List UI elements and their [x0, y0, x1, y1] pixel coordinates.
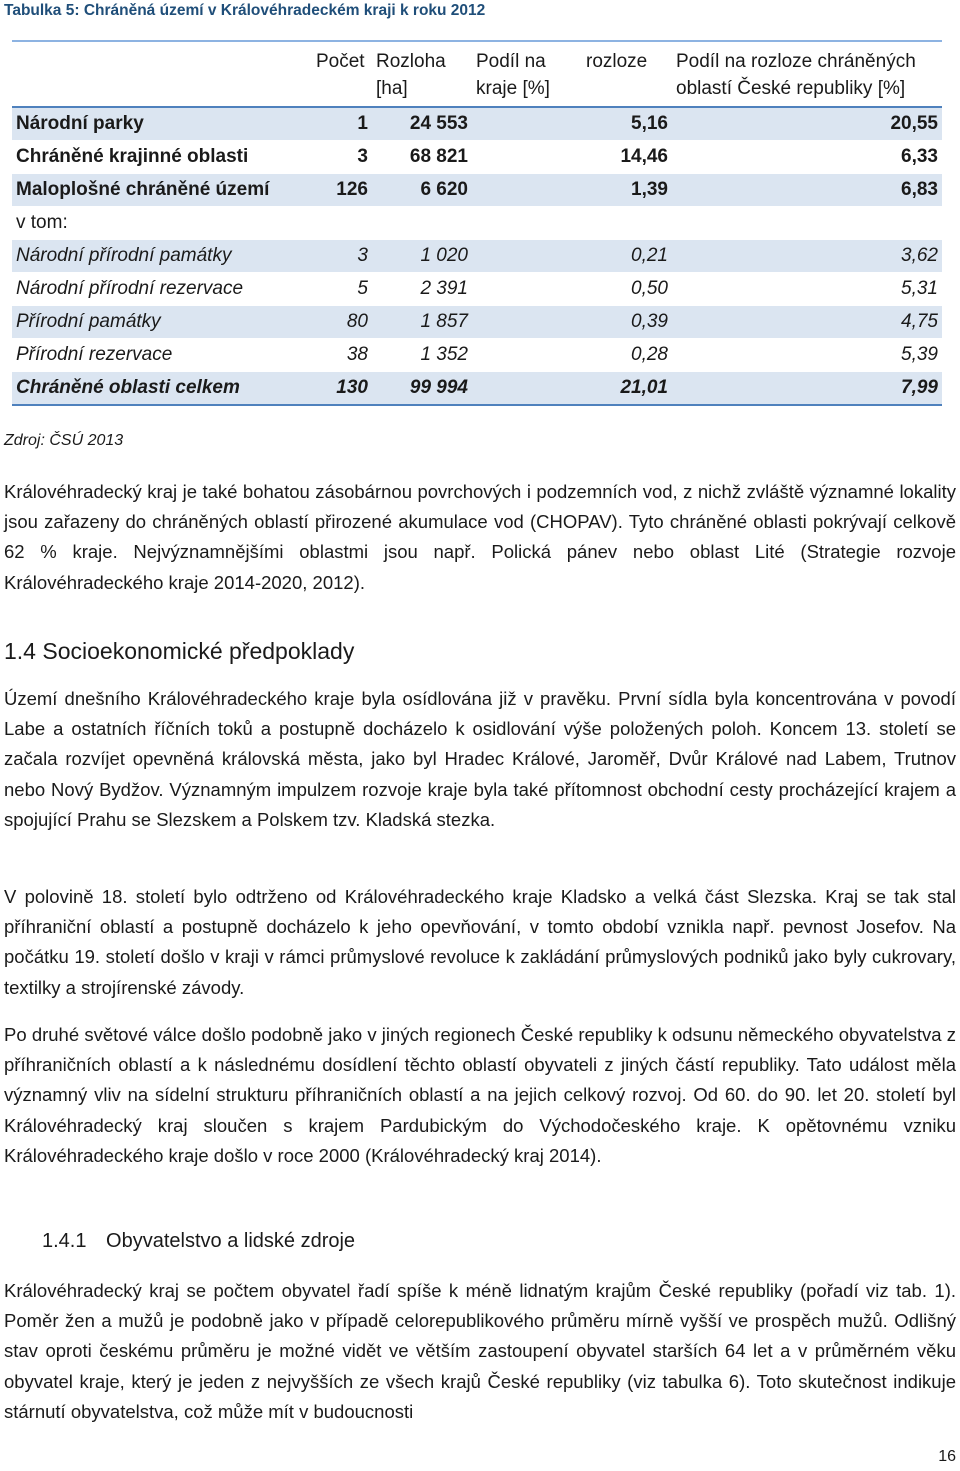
row-count: 80	[312, 306, 372, 339]
row-count: 1	[312, 107, 372, 141]
row-label: Maloplošné chráněné území	[12, 174, 312, 207]
row-share: 0,28	[472, 339, 672, 372]
header-share-rozloze: rozloze	[582, 41, 672, 107]
protected-areas-table	[12, 40, 942, 406]
row-share: 5,16	[472, 107, 672, 141]
row-share: 1,39	[472, 174, 672, 207]
row-label: Národní parky	[12, 107, 312, 141]
table-source: Zdroj: ČSÚ 2013	[4, 432, 124, 449]
subsection-heading	[42, 1230, 355, 1253]
row-label: Chráněné krajinné oblasti	[12, 141, 312, 174]
row-area: 99 994	[372, 372, 472, 406]
table-row	[12, 306, 942, 339]
row-share: 0,50	[472, 273, 672, 306]
row-area: 1 352	[372, 339, 472, 372]
row-count: 38	[312, 339, 372, 372]
row-count: 126	[312, 174, 372, 207]
row-label: Přírodní rezervace	[12, 339, 312, 372]
row-label: Národní přírodní památky	[12, 240, 312, 273]
subsection-title: Obyvatelstvo a lidské zdroje	[106, 1230, 356, 1252]
paragraph-18th-century: V polovině 18. století bylo odtrženo od Královéhradeckého kraje Kladsko a velká část Slezska. Kraj se tak stal příhraniční oblastí a postupně docházelo k jeho opevňování, v tomto období vznikla např. pevnost Josefov. Na počátku 19. století došlo v kraji v rámci průmyslové revoluce k zakládání průmyslových podniků jako byly cukrovary, textilky a strojírenské závody.	[4, 886, 956, 998]
subsection-number: 1.4.1	[42, 1230, 87, 1252]
row-area: 68 821	[372, 141, 472, 174]
table-row	[12, 107, 942, 141]
row-share	[472, 207, 672, 240]
row-area: 1 020	[372, 240, 472, 273]
row-area: 1 857	[372, 306, 472, 339]
table-caption: Tabulka 5: Chráněná území v Královéhradeckém kraji k roku 2012	[4, 2, 486, 19]
row-area: 6 620	[372, 174, 472, 207]
row-label: Přírodní památky	[12, 306, 312, 339]
paragraph-water-resources: Královéhradecký kraj je také bohatou zásobárnou povrchových i podzemních vod, z nichž zvláště významné lokality jsou zařazeny do chráněných oblastí přirozené akumulace vod (CHOPAV). Tyto chráněné oblasti pokrývají celkově 62 % kraje. Nejvýznamnějšími oblastmi jsou např. Polická pánev nebo oblast Lité (Strategie rozvoje Královéhradeckého kraje 2014-2020, 2012).	[4, 481, 956, 593]
table-row	[12, 174, 942, 207]
row-cz-share: 3,62	[672, 240, 942, 273]
paragraph-population: Královéhradecký kraj se počtem obyvatel řadí spíše k méně lidnatým krajům České republiky (pořadí viz tab. 1). Poměr žen a mužů je podobně jako v případě celorepublikového průměru mírně vyšší ve prospěch mužů. Odlišný stav oproti českému průměru je možné vidět ve větším zastoupení obyvatel starších 64 let a v průměrném věku obyvatel kraje, který je jeden z nejvyšších ze všech krajů České republiky (viz tabulka 6). Toto skutečnost indikuje stárnutí obyvatelstva, což může mít v budoucnosti	[4, 1280, 956, 1422]
row-cz-share: 7,99	[672, 372, 942, 406]
row-area	[372, 207, 472, 240]
row-cz-share: 4,75	[672, 306, 942, 339]
table-row	[12, 273, 942, 306]
row-share: 0,39	[472, 306, 672, 339]
row-cz-share: 5,39	[672, 339, 942, 372]
row-label: v tom:	[12, 207, 312, 240]
table-row	[12, 339, 942, 372]
table-row	[12, 240, 942, 273]
header-count: Počet	[312, 41, 372, 107]
row-count: 5	[312, 273, 372, 306]
row-cz-share: 6,33	[672, 141, 942, 174]
row-count: 3	[312, 141, 372, 174]
row-cz-share: 20,55	[672, 107, 942, 141]
page-number: 16	[938, 1448, 956, 1465]
section-heading: 1.4 Socioekonomické předpoklady	[4, 638, 355, 664]
row-cz-share: 6,83	[672, 174, 942, 207]
table-row	[12, 141, 942, 174]
row-count: 3	[312, 240, 372, 273]
row-count	[312, 207, 372, 240]
row-share: 0,21	[472, 240, 672, 273]
table-total-row	[12, 372, 942, 406]
row-label: Chráněné oblasti celkem	[12, 372, 312, 406]
row-count: 130	[312, 372, 372, 406]
header-cz-share: Podíl na rozloze chráněných oblastí České republiky [%]	[672, 41, 942, 107]
row-area: 24 553	[372, 107, 472, 141]
header-share: Podíl na kraje [%]	[472, 41, 582, 107]
row-cz-share	[672, 207, 942, 240]
row-area: 2 391	[372, 273, 472, 306]
header-label	[12, 41, 312, 107]
header-area: Rozloha [ha]	[372, 41, 472, 107]
table-row	[12, 207, 942, 240]
row-share: 21,01	[472, 372, 672, 406]
paragraph-post-war: Po druhé světové válce došlo podobně jako v jiných regionech České republiky k odsunu německého obyvatelstva z příhraničních oblastí a k následnému dosídlení těchto oblastí obyvateli z jiných částí republiky. Tato událost měla významný vliv na sídelní strukturu příhraničních oblastí a na jejich celkový rozvoj. Od 60. do 90. let 20. století byl Královéhradecký kraj sloučen s krajem Pardubickým do Východočeského kraje. K opětovnému vzniku Královéhradeckého kraje došlo v roce 2000 (Královéhradecký kraj 2014).	[4, 1024, 956, 1166]
row-share: 14,46	[472, 141, 672, 174]
table-header-row	[12, 41, 942, 107]
row-label: Národní přírodní rezervace	[12, 273, 312, 306]
row-cz-share: 5,31	[672, 273, 942, 306]
paragraph-history: Území dnešního Královéhradeckého kraje byla osídlována již v pravěku. První sídla byla koncentrována v povodí Labe a ostatních říčních toků a postupně docházelo k osidlování výše položených poloh. Koncem 13. století se začala rozvíjet opevněná královská města, jako byl Hradec Králové, Jaroměř, Dvůr Králové nad Labem, Trutnov nebo Nový Bydžov. Významným impulzem rozvoje kraje byla také přítomnost obchodní cesty procházející krajem a spojující Prahu se Slezskem a Polskem tzv. Kladská stezka.	[4, 688, 956, 830]
